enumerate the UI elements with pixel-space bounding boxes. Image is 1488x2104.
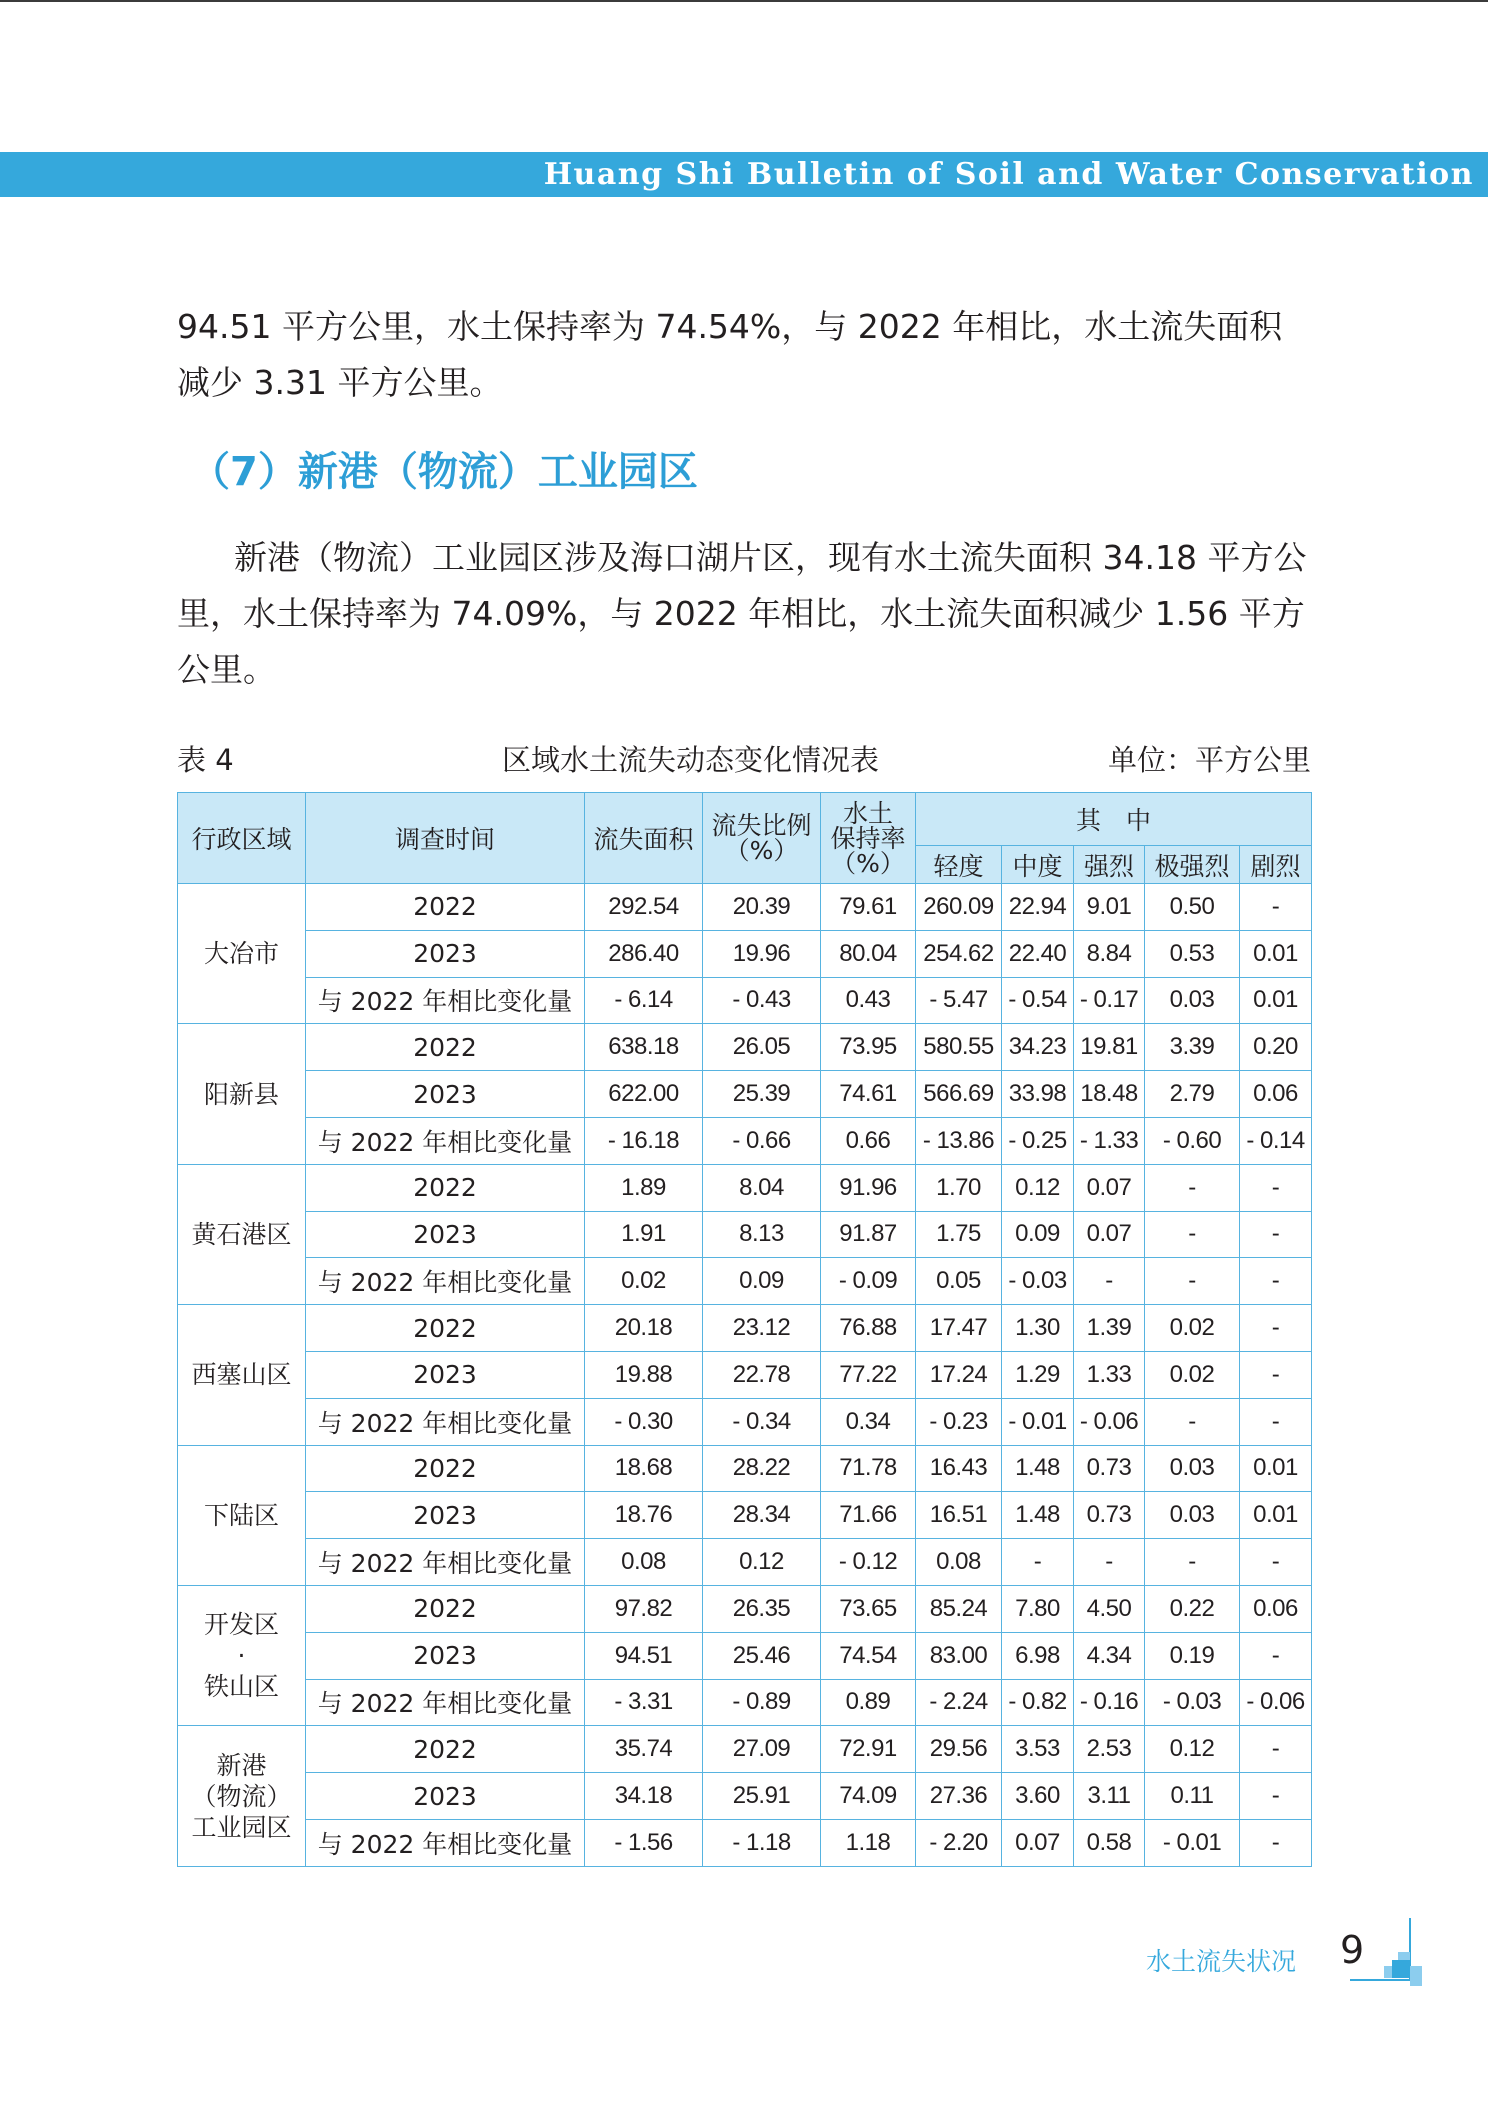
survey-time-cell: 2023 [306, 1351, 585, 1398]
value-cell: - [1240, 1258, 1312, 1305]
value-cell: 580.55 [916, 1024, 1002, 1071]
value-cell: 1.18 [821, 1819, 916, 1866]
value-cell: 1.29 [1002, 1351, 1074, 1398]
table-row [178, 1305, 1312, 1352]
region-name [178, 884, 306, 1024]
value-cell: - 0.16 [1074, 1679, 1145, 1726]
table-row [178, 1632, 1312, 1679]
page-corner-ornament [1350, 1918, 1426, 1988]
value-cell: 22.40 [1002, 930, 1074, 977]
table-title: 区域水土流失动态变化情况表 [502, 743, 880, 777]
value-cell: 0.58 [1074, 1819, 1145, 1866]
table-row [178, 1211, 1312, 1258]
value-cell: 286.40 [585, 930, 703, 977]
value-cell: 0.07 [1074, 1211, 1145, 1258]
value-cell: - 0.17 [1074, 977, 1145, 1024]
value-cell: 26.35 [703, 1585, 821, 1632]
value-cell: 0.02 [1145, 1351, 1240, 1398]
value-cell: 0.43 [821, 977, 916, 1024]
value-cell: - [1240, 1398, 1312, 1445]
value-cell: 0.09 [703, 1258, 821, 1305]
value-cell: - 0.43 [703, 977, 821, 1024]
value-cell: - 13.86 [916, 1117, 1002, 1164]
value-cell: 23.12 [703, 1305, 821, 1352]
table-row [178, 1258, 1312, 1305]
value-cell: - 0.03 [1145, 1679, 1240, 1726]
header-retention-line1: 水土 [842, 798, 893, 828]
value-cell: 71.78 [821, 1445, 916, 1492]
value-cell: 0.73 [1074, 1445, 1145, 1492]
value-cell: - [1145, 1164, 1240, 1211]
value-cell: 77.22 [821, 1351, 916, 1398]
header-region: 行政区域 [178, 793, 306, 884]
value-cell: - 0.34 [703, 1398, 821, 1445]
header-retention-unit: （%） [831, 848, 905, 878]
value-cell: 0.20 [1240, 1024, 1312, 1071]
table-row [178, 977, 1312, 1024]
value-cell: 22.78 [703, 1351, 821, 1398]
paragraph-intro: 94.51 平方公里，水土保持率为 74.54%，与 2022 年相比，水土流失面积减少 3.31 平方公里。 [177, 307, 1283, 402]
value-cell: 0.89 [821, 1679, 916, 1726]
value-cell: - [1074, 1258, 1145, 1305]
value-cell: 28.22 [703, 1445, 821, 1492]
value-cell: 0.05 [916, 1258, 1002, 1305]
value-cell: 16.43 [916, 1445, 1002, 1492]
value-cell: 17.24 [916, 1351, 1002, 1398]
region-name-line: 新港 [216, 1750, 267, 1780]
value-cell: 25.91 [703, 1773, 821, 1820]
value-cell: 3.11 [1074, 1773, 1145, 1820]
value-cell: 16.51 [916, 1492, 1002, 1539]
value-cell: 34.18 [585, 1773, 703, 1820]
header-level-moderate: 中度 [1002, 846, 1074, 884]
value-cell: 80.04 [821, 930, 916, 977]
banner-title: Huang Shi Bulletin of Soil and Water Conservation [543, 157, 1474, 192]
value-cell: 25.39 [703, 1071, 821, 1118]
value-cell: 1.33 [1074, 1351, 1145, 1398]
value-cell: 1.89 [585, 1164, 703, 1211]
value-cell: 18.68 [585, 1445, 703, 1492]
region-name-line: 黄石港区 [191, 1219, 292, 1249]
header-retention-line2: 保持率 [830, 823, 906, 853]
value-cell: - 0.01 [1145, 1819, 1240, 1866]
value-cell: 0.11 [1145, 1773, 1240, 1820]
region-name [178, 1585, 306, 1725]
region-name [178, 1726, 306, 1866]
value-cell: - 0.25 [1002, 1117, 1074, 1164]
header-ratio [703, 793, 821, 884]
value-cell: - 0.60 [1145, 1117, 1240, 1164]
value-cell: 254.62 [916, 930, 1002, 977]
value-cell: 2.79 [1145, 1071, 1240, 1118]
value-cell: 0.53 [1145, 930, 1240, 977]
paragraph-xingang: 新港（物流）工业园区涉及海口湖片区，现有水土流失面积 34.18 平方公里，水土保持率为 74.09%，与 2022 年相比，水土流失面积减少 1.56 平方公里。 [177, 538, 1307, 689]
survey-time-cell: 2022 [306, 884, 585, 931]
header-level-very-intense: 极强烈 [1145, 846, 1240, 884]
table-row [178, 1679, 1312, 1726]
header-level-severe: 剧烈 [1240, 846, 1312, 884]
header-retention [821, 793, 916, 884]
value-cell: 27.36 [916, 1773, 1002, 1820]
top-rule [0, 0, 1488, 2]
value-cell: 0.19 [1145, 1632, 1240, 1679]
table-row [178, 1024, 1312, 1071]
table-number: 表 4 [177, 743, 234, 777]
value-cell: 0.06 [1240, 1071, 1312, 1118]
header-area: 流失面积 [585, 793, 703, 884]
header-banner [0, 152, 1488, 197]
value-cell: - [1240, 1726, 1312, 1773]
value-cell: - 0.82 [1002, 1679, 1074, 1726]
value-cell: - 2.24 [916, 1679, 1002, 1726]
value-cell: 4.34 [1074, 1632, 1145, 1679]
value-cell: 0.01 [1240, 977, 1312, 1024]
value-cell: - 0.06 [1074, 1398, 1145, 1445]
value-cell: 0.07 [1002, 1819, 1074, 1866]
region-name-line: 下陆区 [203, 1500, 279, 1530]
value-cell: 29.56 [916, 1726, 1002, 1773]
survey-time-cell: 与 2022 年相比变化量 [306, 1819, 585, 1866]
value-cell: 0.12 [1002, 1164, 1074, 1211]
header-ratio-line: 流失比例 [711, 811, 812, 840]
value-cell: 0.06 [1240, 1585, 1312, 1632]
soil-loss-table [177, 792, 1312, 1867]
value-cell: 74.61 [821, 1071, 916, 1118]
value-cell: - [1074, 1539, 1145, 1586]
value-cell: 0.03 [1145, 1445, 1240, 1492]
value-cell: 0.07 [1074, 1164, 1145, 1211]
value-cell: 1.48 [1002, 1445, 1074, 1492]
header-level-light: 轻度 [916, 846, 1002, 884]
survey-time-cell: 2022 [306, 1024, 585, 1071]
value-cell: - 3.31 [585, 1679, 703, 1726]
region-name-line: 开发区 [203, 1610, 279, 1640]
region-name [178, 1024, 306, 1164]
value-cell: - 16.18 [585, 1117, 703, 1164]
value-cell: 28.34 [703, 1492, 821, 1539]
value-cell: - 0.54 [1002, 977, 1074, 1024]
survey-time-cell: 2023 [306, 1071, 585, 1118]
value-cell: 19.81 [1074, 1024, 1145, 1071]
value-cell: 622.00 [585, 1071, 703, 1118]
value-cell: 1.70 [916, 1164, 1002, 1211]
survey-time-cell: 与 2022 年相比变化量 [306, 1398, 585, 1445]
value-cell: 0.03 [1145, 977, 1240, 1024]
value-cell: 292.54 [585, 884, 703, 931]
page-number: 9 [1340, 1928, 1365, 1972]
value-cell: 35.74 [585, 1726, 703, 1773]
table-row [178, 1492, 1312, 1539]
table-caption [177, 740, 1311, 780]
table-row [178, 1819, 1312, 1866]
value-cell: 0.12 [703, 1539, 821, 1586]
region-name-line: （物流） [191, 1781, 292, 1811]
value-cell: 85.24 [916, 1585, 1002, 1632]
value-cell: 18.76 [585, 1492, 703, 1539]
value-cell: 0.01 [1240, 1492, 1312, 1539]
table-row [178, 1117, 1312, 1164]
table-row [178, 1351, 1312, 1398]
value-cell: 0.22 [1145, 1585, 1240, 1632]
value-cell: 1.30 [1002, 1305, 1074, 1352]
header-group: 其 中 [916, 793, 1312, 846]
table-unit: 单位：平方公里 [1107, 743, 1311, 777]
value-cell: - 0.03 [1002, 1258, 1074, 1305]
value-cell: 33.98 [1002, 1071, 1074, 1118]
region-name-line: 工业园区 [191, 1812, 292, 1842]
survey-time-cell: 2023 [306, 930, 585, 977]
table-row [178, 1164, 1312, 1211]
table-row [178, 1398, 1312, 1445]
value-cell: 97.82 [585, 1585, 703, 1632]
value-cell: - [1240, 1773, 1312, 1820]
survey-time-cell: 2022 [306, 1164, 585, 1211]
survey-time-cell: 2022 [306, 1445, 585, 1492]
value-cell: 1.39 [1074, 1305, 1145, 1352]
value-cell: 79.61 [821, 884, 916, 931]
value-cell: 83.00 [916, 1632, 1002, 1679]
value-cell: - 0.66 [703, 1117, 821, 1164]
value-cell: - 2.20 [916, 1819, 1002, 1866]
value-cell: 76.88 [821, 1305, 916, 1352]
value-cell: - 0.09 [821, 1258, 916, 1305]
value-cell: - 1.56 [585, 1819, 703, 1866]
value-cell: 566.69 [916, 1071, 1002, 1118]
value-cell: 20.39 [703, 884, 821, 931]
value-cell: 27.09 [703, 1726, 821, 1773]
value-cell: 0.02 [1145, 1305, 1240, 1352]
survey-time-cell: 2023 [306, 1211, 585, 1258]
table-row [178, 1445, 1312, 1492]
table-row [178, 1539, 1312, 1586]
header-time: 调查时间 [306, 793, 585, 884]
value-cell: 3.60 [1002, 1773, 1074, 1820]
value-cell: - 0.01 [1002, 1398, 1074, 1445]
value-cell: 7.80 [1002, 1585, 1074, 1632]
region-name [178, 1445, 306, 1585]
value-cell: 0.01 [1240, 1445, 1312, 1492]
survey-time-cell: 与 2022 年相比变化量 [306, 1117, 585, 1164]
region-name-line: 阳新县 [203, 1079, 279, 1109]
value-cell: 0.08 [585, 1539, 703, 1586]
value-cell: 18.48 [1074, 1071, 1145, 1118]
survey-time-cell: 与 2022 年相比变化量 [306, 1258, 585, 1305]
value-cell: - 1.33 [1074, 1117, 1145, 1164]
value-cell: - 0.06 [1240, 1679, 1312, 1726]
value-cell: 8.84 [1074, 930, 1145, 977]
value-cell: 19.96 [703, 930, 821, 977]
value-cell: 26.05 [703, 1024, 821, 1071]
survey-time-cell: 与 2022 年相比变化量 [306, 1679, 585, 1726]
table-row [178, 884, 1312, 931]
value-cell: 73.95 [821, 1024, 916, 1071]
section-heading: （7）新港（物流）工业园区 [190, 449, 698, 495]
region-name-line: · [237, 1641, 246, 1671]
value-cell: - [1240, 1164, 1312, 1211]
value-cell: - 0.12 [821, 1539, 916, 1586]
survey-time-cell: 与 2022 年相比变化量 [306, 1539, 585, 1586]
table-row [178, 1585, 1312, 1632]
value-cell: - 5.47 [916, 977, 1002, 1024]
survey-time-cell: 2023 [306, 1632, 585, 1679]
region-name [178, 1164, 306, 1304]
value-cell: 0.34 [821, 1398, 916, 1445]
table-row [178, 1071, 1312, 1118]
value-cell: - [1240, 1539, 1312, 1586]
value-cell: 0.73 [1074, 1492, 1145, 1539]
value-cell: 638.18 [585, 1024, 703, 1071]
value-cell: 0.03 [1145, 1492, 1240, 1539]
value-cell: 0.12 [1145, 1726, 1240, 1773]
value-cell: 2.53 [1074, 1726, 1145, 1773]
value-cell: - 0.30 [585, 1398, 703, 1445]
value-cell: - [1145, 1539, 1240, 1586]
value-cell: 1.75 [916, 1211, 1002, 1258]
value-cell: - [1145, 1398, 1240, 1445]
value-cell: 0.09 [1002, 1211, 1074, 1258]
value-cell: 0.50 [1145, 884, 1240, 931]
value-cell: 0.02 [585, 1258, 703, 1305]
value-cell: 8.13 [703, 1211, 821, 1258]
header-level-intense: 强烈 [1074, 846, 1145, 884]
value-cell: - [1240, 1305, 1312, 1352]
value-cell: 0.01 [1240, 930, 1312, 977]
region-name-line: 铁山区 [203, 1672, 279, 1702]
table-row [178, 1726, 1312, 1773]
value-cell: 260.09 [916, 884, 1002, 931]
region-name-line: 大冶市 [203, 939, 279, 969]
header-ratio-unit: （%） [724, 836, 799, 865]
value-cell: 73.65 [821, 1585, 916, 1632]
survey-time-cell: 2023 [306, 1773, 585, 1820]
value-cell: 74.54 [821, 1632, 916, 1679]
value-cell: 72.91 [821, 1726, 916, 1773]
survey-time-cell: 2022 [306, 1726, 585, 1773]
region-name-line: 西塞山区 [191, 1360, 292, 1390]
value-cell: 1.91 [585, 1211, 703, 1258]
value-cell: - [1240, 1211, 1312, 1258]
value-cell: - 0.23 [916, 1398, 1002, 1445]
value-cell: 91.87 [821, 1211, 916, 1258]
value-cell: 8.04 [703, 1164, 821, 1211]
value-cell: - [1145, 1211, 1240, 1258]
table-row [178, 1773, 1312, 1820]
value-cell: 91.96 [821, 1164, 916, 1211]
table-row [178, 930, 1312, 977]
value-cell: - [1240, 1819, 1312, 1866]
value-cell: - [1002, 1539, 1074, 1586]
value-cell: 22.94 [1002, 884, 1074, 931]
value-cell: - 1.18 [703, 1819, 821, 1866]
value-cell: 25.46 [703, 1632, 821, 1679]
survey-time-cell: 2023 [306, 1492, 585, 1539]
value-cell: - [1240, 1351, 1312, 1398]
value-cell: 3.53 [1002, 1726, 1074, 1773]
value-cell: 19.88 [585, 1351, 703, 1398]
survey-time-cell: 与 2022 年相比变化量 [306, 977, 585, 1024]
value-cell: 20.18 [585, 1305, 703, 1352]
value-cell: 74.09 [821, 1773, 916, 1820]
value-cell: 9.01 [1074, 884, 1145, 931]
survey-time-cell: 2022 [306, 1305, 585, 1352]
region-name [178, 1305, 306, 1445]
value-cell: - 0.14 [1240, 1117, 1312, 1164]
value-cell: - [1145, 1258, 1240, 1305]
value-cell: 0.08 [916, 1539, 1002, 1586]
value-cell: - 6.14 [585, 977, 703, 1024]
survey-time-cell: 2022 [306, 1585, 585, 1632]
value-cell: 34.23 [1002, 1024, 1074, 1071]
value-cell: 6.98 [1002, 1632, 1074, 1679]
value-cell: 1.48 [1002, 1492, 1074, 1539]
value-cell: 0.66 [821, 1117, 916, 1164]
value-cell: 71.66 [821, 1492, 916, 1539]
value-cell: - [1240, 884, 1312, 931]
value-cell: - [1240, 1632, 1312, 1679]
value-cell: 17.47 [916, 1305, 1002, 1352]
footer-section-label: 水土流失状况 [1146, 1947, 1297, 1976]
value-cell: - 0.89 [703, 1679, 821, 1726]
value-cell: 4.50 [1074, 1585, 1145, 1632]
value-cell: 94.51 [585, 1632, 703, 1679]
value-cell: 3.39 [1145, 1024, 1240, 1071]
